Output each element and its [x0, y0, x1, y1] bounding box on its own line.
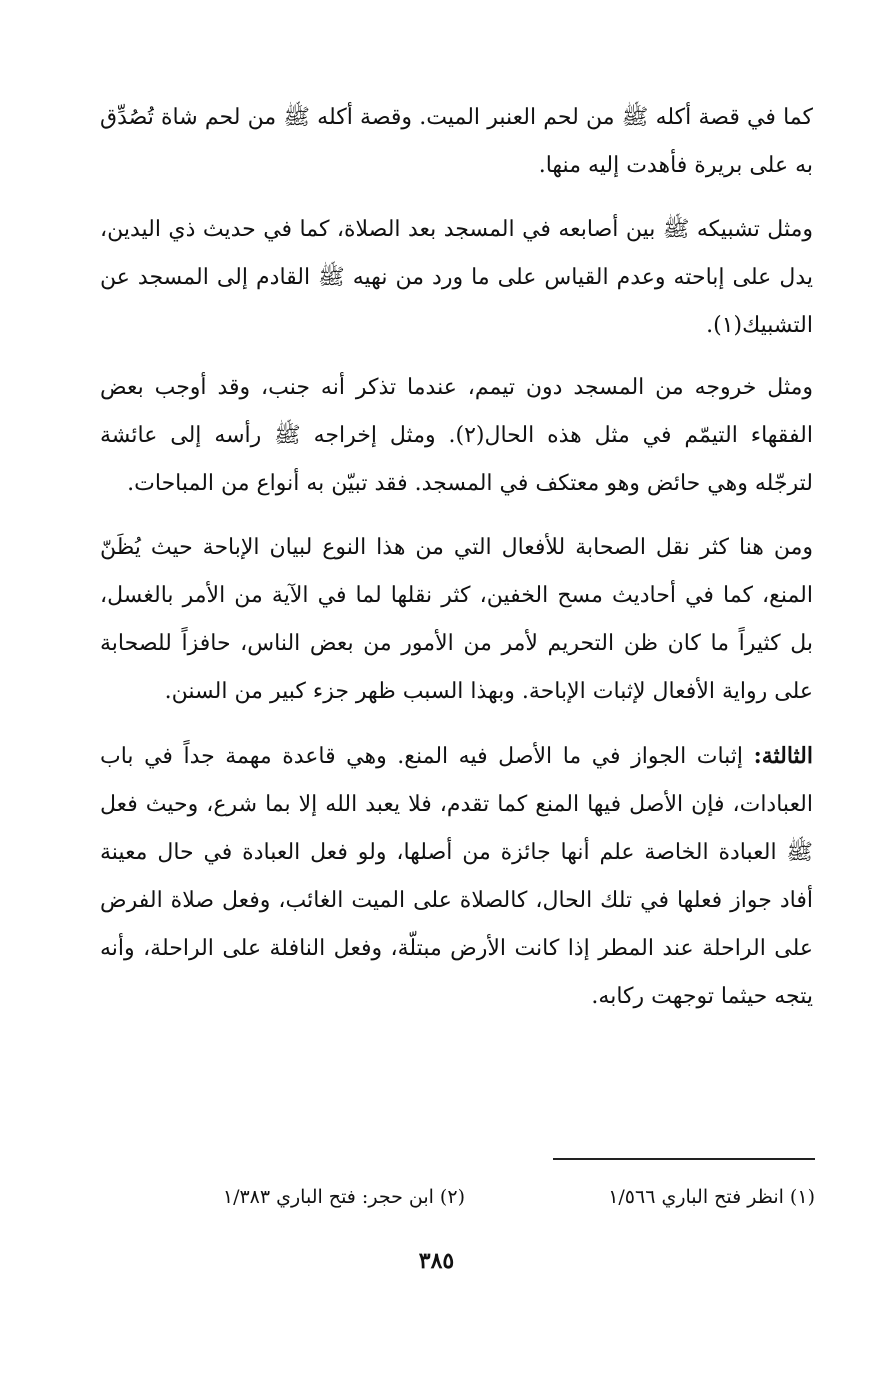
footnote-divider — [553, 1158, 815, 1160]
paragraph-1 — [100, 94, 813, 190]
paragraph-text: ومثل خروجه من المسجد دون تيمم، عندما تذكر أنه جنب، وقد أوجب بعض الفقهاء التيمّم في مثل هذه الحال(٢). ومثل إخراجه ﷺ رأسه إلى عائشة لترجّله وهي حائض وهو معتكف في المسجد. فقد تبيّن به أنواع من المباحات. — [100, 375, 813, 496]
paragraph-lead-term: الثالثة: — [753, 743, 813, 769]
page-number: ٣٨٥ — [418, 1248, 455, 1274]
paragraph-text: ومثل تشبيكه ﷺ بين أصابعه في المسجد بعد الصلاة، كما في حديث ذي اليدين، يدل على إباحته وعدم القياس على ما ورد من نهيه ﷺ القادم إلى المسجد عن التشبيك(١). — [100, 217, 813, 338]
paragraph-4 — [100, 524, 813, 716]
body-text — [100, 94, 813, 1037]
footnote-2: (٢) ابن حجر: فتح الباري ١/٣٨٣ — [222, 1186, 465, 1208]
paragraph-5 — [100, 732, 813, 1021]
paragraph-text: إثبات الجواز في ما الأصل فيه المنع. وهي قاعدة مهمة جداً في باب العبادات، فإن الأصل فيها المنع كما تقدم، فلا يعبد الله إلا بما شرع، وحيث فعل ﷺ العبادة الخاصة علم أنها جائزة من أصلها، ولو فعل العبادة في حال معينة أفاد جواز فعلها في تلك الحال، كالصلاة على الميت الغائب، وفعل صلاة الفرض على الراحلة عند المطر إذا كانت الأرض مبتلّة، وفعل النافلة على الراحلة، وأنه يتجه حيثما توجهت ركابه. — [100, 744, 813, 1009]
footnote-1: (١) انظر فتح الباري ١/٥٦٦ — [608, 1186, 815, 1208]
paragraph-text: كما في قصة أكله ﷺ من لحم العنبر الميت. وقصة أكله ﷺ من لحم شاة تُصُدِّق به على بريرة فأهدت إليه منها. — [100, 105, 813, 178]
paragraph-text: ومن هنا كثر نقل الصحابة للأفعال التي من هذا النوع لبيان الإباحة حيث يُظَنّ المنع، كما في أحاديث مسح الخفين، كثر نقلها لما في الآية من الأمر بالغسل، بل كثيراً ما كان ظن التحريم لأمر من الأمور من بعض الناس، حافزاً للصحابة على رواية الأفعال لإثبات الإباحة. وبهذا السبب ظهر جزء كبير من السنن. — [100, 535, 813, 704]
paragraph-3 — [100, 364, 813, 508]
paragraph-2 — [100, 206, 813, 350]
